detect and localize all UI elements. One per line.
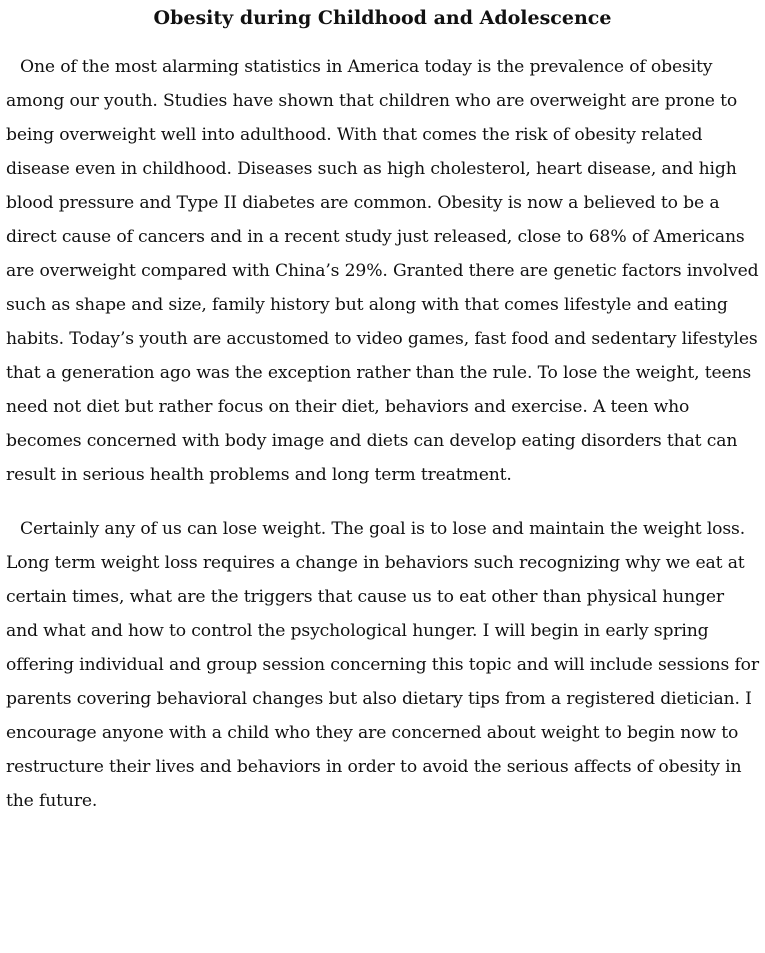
paragraph-2: Certainly any of us can lose weight. The goal is to lose and maintain the weight loss. Long term weight loss requires a change in behaviors such recognizing why we eat at certain times, what are the triggers that cause us to eat other than physical hunger and what and how to control the psychological hunger. I will begin in early spring offering individual and group session concerning this topic and will include sessions for parents covering behavioral changes but also dietary tips from a registered dietician. I encourage anyone with a child who they are concerned about weight to begin now to restructure their lives and behaviors in order to avoid the serious affects of obesity in the future.	[6, 519, 759, 811]
document-page	[6, 0, 759, 818]
document-title: Obesity during Childhood and Adolescence	[153, 7, 612, 29]
paragraph-1: One of the most alarming statistics in America today is the prevalence of obesity among our youth. Studies have shown that children who are overweight are prone to being overweight well into adulthood. With that comes the risk of obesity related disease even in childhood. Diseases such as high cholesterol, heart disease, and high blood pressure and Type II diabetes are common. Obesity is now a believed to be a direct cause of cancers and in a recent study just released, close to 68% of Americans are overweight compared with China’s 29%. Granted there are genetic factors involved such as shape and size, family history but along with that comes lifestyle and eating habits. Today’s youth are accustomed to video games, fast food and sedentary lifestyles that a generation ago was the exception rather than the rule. To lose the weight, teens need not diet but rather focus on their diet, behaviors and exercise. A teen who becomes concerned with body image and diets can develop eating disorders that can result in serious health problems and long term treatment.	[6, 57, 759, 485]
